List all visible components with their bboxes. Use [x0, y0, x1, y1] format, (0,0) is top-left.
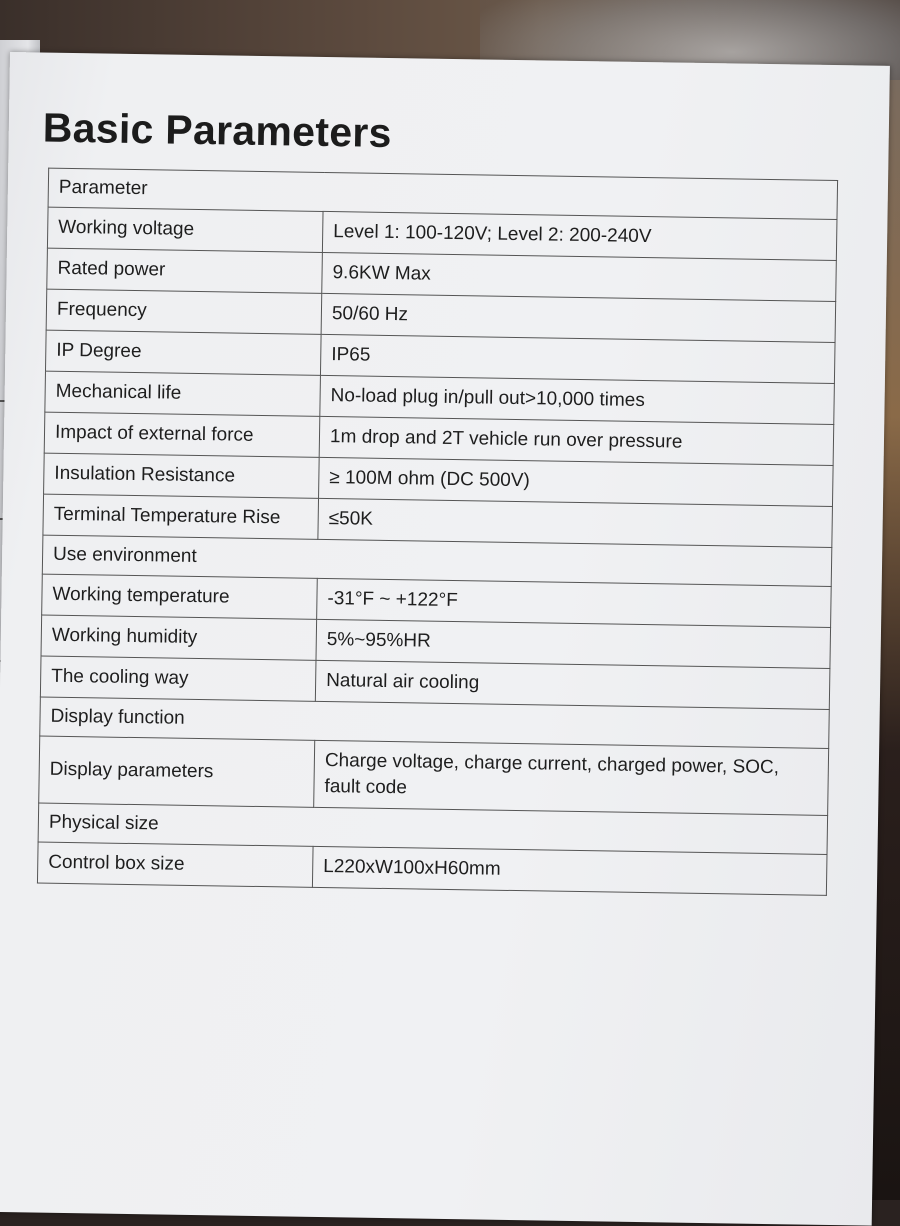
parameter-name: Control box size: [37, 842, 313, 887]
parameter-value: -31°F ~ +122°F: [317, 578, 832, 627]
parameter-name: Insulation Resistance: [44, 453, 320, 498]
parameter-name: Terminal Temperature Rise: [43, 494, 319, 539]
page-title: Basic Parameters: [42, 104, 393, 157]
parameter-value: 1m drop and 2T vehicle run over pressure: [319, 416, 834, 465]
parameter-name: Working voltage: [47, 207, 323, 252]
section-label: Display function: [40, 697, 830, 748]
section-label: Use environment: [42, 535, 832, 586]
table-row: [39, 736, 829, 815]
parameters-table-body: [37, 168, 837, 895]
parameter-value: IP65: [320, 334, 835, 383]
parameter-name: Working temperature: [42, 574, 318, 619]
manual-page: [0, 52, 890, 1226]
section-label: Physical size: [38, 803, 828, 854]
parameter-name: Working humidity: [41, 615, 317, 660]
parameter-name: Display parameters: [39, 736, 315, 807]
parameter-name: IP Degree: [45, 330, 321, 375]
parameter-value: ≤50K: [318, 498, 833, 547]
parameter-value: 5%~95%HR: [316, 619, 831, 668]
parameter-name: Rated power: [47, 248, 323, 293]
section-label: Parameter: [48, 168, 838, 219]
parameter-value: 9.6KW Max: [322, 252, 837, 301]
parameter-name: The cooling way: [40, 656, 316, 701]
parameter-value: Level 1: 100-120V; Level 2: 200-240V: [322, 211, 837, 260]
parameter-name: Frequency: [46, 289, 322, 334]
parameter-value: Natural air cooling: [315, 660, 830, 709]
parameter-value: Charge voltage, charge current, charged power, SOC, fault code: [314, 740, 829, 815]
parameter-name: Mechanical life: [45, 371, 321, 416]
parameter-value: 50/60 Hz: [321, 293, 836, 342]
parameters-table: [37, 168, 838, 896]
parameter-name: Impact of external force: [44, 412, 320, 457]
parameter-value: ≥ 100M ohm (DC 500V): [319, 457, 834, 506]
parameter-value: L220xW100xH60mm: [312, 846, 827, 895]
parameter-value: No-load plug in/pull out>10,000 times: [320, 375, 835, 424]
